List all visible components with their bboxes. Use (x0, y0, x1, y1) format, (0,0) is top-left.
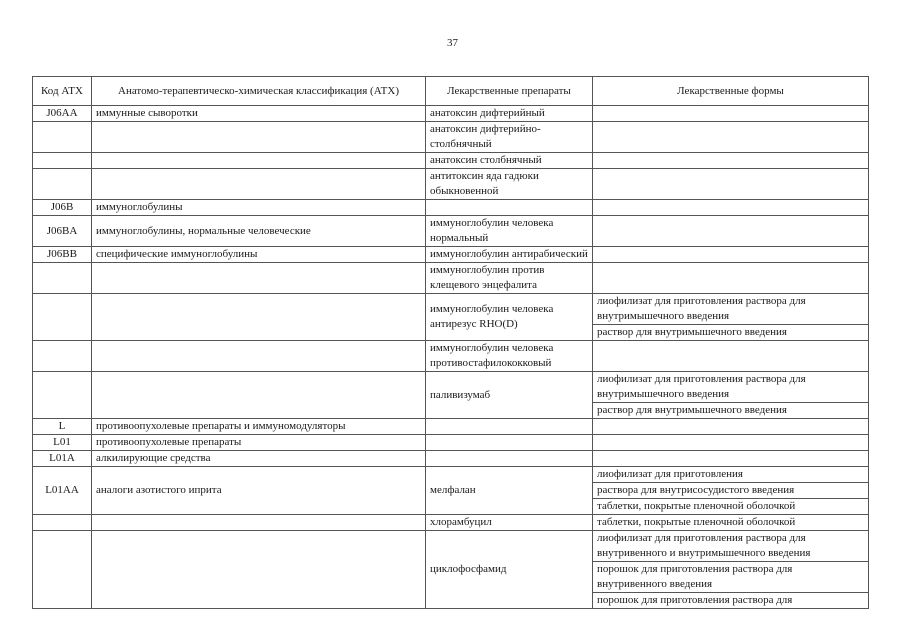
drug-name (426, 419, 593, 435)
dosage-form (593, 200, 869, 216)
atx-code: L (33, 419, 92, 435)
atx-classification (92, 531, 426, 609)
header-forms: Лекарственные формы (593, 77, 869, 106)
table-row (33, 263, 869, 294)
header-drugs: Лекарственные препараты (426, 77, 593, 106)
drug-name: иммуноглобулин человека противостафилококковый (426, 341, 593, 372)
dosage-form: порошок для приготовления раствора для (593, 593, 869, 609)
dosage-form: лиофилизат для приготовления раствора для внутримышечного введения (593, 372, 869, 403)
atx-code (33, 153, 92, 169)
drug-name: иммуноглобулин человека антирезус RHO(D) (426, 294, 593, 341)
table-row (33, 435, 869, 451)
table-row (33, 372, 869, 403)
table-row (33, 467, 869, 483)
atx-classification (92, 372, 426, 419)
atx-code (33, 341, 92, 372)
atx-code: J06AA (33, 106, 92, 122)
dosage-form (593, 435, 869, 451)
dosage-form (593, 169, 869, 200)
atx-classification: противоопухолевые препараты и иммуномодуляторы (92, 419, 426, 435)
atx-classification: специфические иммуноглобулины (92, 247, 426, 263)
header-code: Код АТХ (33, 77, 92, 106)
dosage-form (593, 216, 869, 247)
drug-name: циклофосфамид (426, 531, 593, 609)
atx-classification: иммунные сыворотки (92, 106, 426, 122)
dosage-form (593, 451, 869, 467)
atx-code: J06BB (33, 247, 92, 263)
atx-classification (92, 294, 426, 341)
table-row (33, 153, 869, 169)
table-row (33, 106, 869, 122)
dosage-form: таблетки, покрытые пленочной оболочкой (593, 499, 869, 515)
dosage-form (593, 419, 869, 435)
drug-name: антитоксин яда гадюки обыкновенной (426, 169, 593, 200)
table-row (33, 531, 869, 562)
atx-code: L01 (33, 435, 92, 451)
dosage-form: лиофилизат для приготовления раствора для внутривенного и внутримышечного введения (593, 531, 869, 562)
atx-code (33, 531, 92, 609)
header-classification: Анатомо-терапевтическо-химическая классификация (АТХ) (92, 77, 426, 106)
drug-name: анатоксин столбнячный (426, 153, 593, 169)
atx-code (33, 169, 92, 200)
drug-name: иммуноглобулин антирабический (426, 247, 593, 263)
atx-code: J06B (33, 200, 92, 216)
table-row (33, 515, 869, 531)
dosage-form (593, 263, 869, 294)
table-row (33, 122, 869, 153)
dosage-form: порошок для приготовления раствора для внутривенного введения (593, 562, 869, 593)
dosage-form (593, 153, 869, 169)
dosage-form (593, 122, 869, 153)
atx-classification: алкилирующие средства (92, 451, 426, 467)
table-row (33, 419, 869, 435)
drug-name (426, 435, 593, 451)
drug-name: хлорамбуцил (426, 515, 593, 531)
atx-code (33, 122, 92, 153)
atx-classification (92, 341, 426, 372)
table-row (33, 200, 869, 216)
dosage-form (593, 247, 869, 263)
dosage-form: раствора для внутрисосудистого введения (593, 483, 869, 499)
dosage-form: раствор для внутримышечного введения (593, 403, 869, 419)
drug-name: анатоксин дифтерийно-столбнячный (426, 122, 593, 153)
atx-table (32, 76, 869, 609)
atx-classification (92, 169, 426, 200)
atx-classification: иммуноглобулины, нормальные человеческие (92, 216, 426, 247)
drug-name: иммуноглобулин человека нормальный (426, 216, 593, 247)
page-number: 37 (447, 37, 458, 49)
atx-classification: аналоги азотистого иприта (92, 467, 426, 515)
table-row (33, 451, 869, 467)
atx-code (33, 294, 92, 341)
table-row (33, 247, 869, 263)
drug-name (426, 200, 593, 216)
dosage-form: таблетки, покрытые пленочной оболочкой (593, 515, 869, 531)
table-row (33, 294, 869, 325)
atx-code (33, 372, 92, 419)
atx-classification (92, 153, 426, 169)
dosage-form (593, 106, 869, 122)
dosage-form: лиофилизат для приготовления (593, 467, 869, 483)
dosage-form: раствор для внутримышечного введения (593, 325, 869, 341)
drug-name: иммуноглобулин против клещевого энцефалита (426, 263, 593, 294)
dosage-form: лиофилизат для приготовления раствора для внутримышечного введения (593, 294, 869, 325)
dosage-form (593, 341, 869, 372)
table-row (33, 216, 869, 247)
atx-code: J06BA (33, 216, 92, 247)
drug-name: мелфалан (426, 467, 593, 515)
atx-code (33, 515, 92, 531)
atx-code: L01AA (33, 467, 92, 515)
table-row (33, 341, 869, 372)
atx-code: L01A (33, 451, 92, 467)
table-row (33, 169, 869, 200)
drug-name (426, 451, 593, 467)
atx-classification (92, 263, 426, 294)
atx-classification (92, 122, 426, 153)
header-row (33, 77, 869, 106)
atx-code (33, 263, 92, 294)
drug-name: анатоксин дифтерийный (426, 106, 593, 122)
atx-classification: противоопухолевые препараты (92, 435, 426, 451)
atx-classification (92, 515, 426, 531)
drug-name: паливизумаб (426, 372, 593, 419)
atx-classification: иммуноглобулины (92, 200, 426, 216)
